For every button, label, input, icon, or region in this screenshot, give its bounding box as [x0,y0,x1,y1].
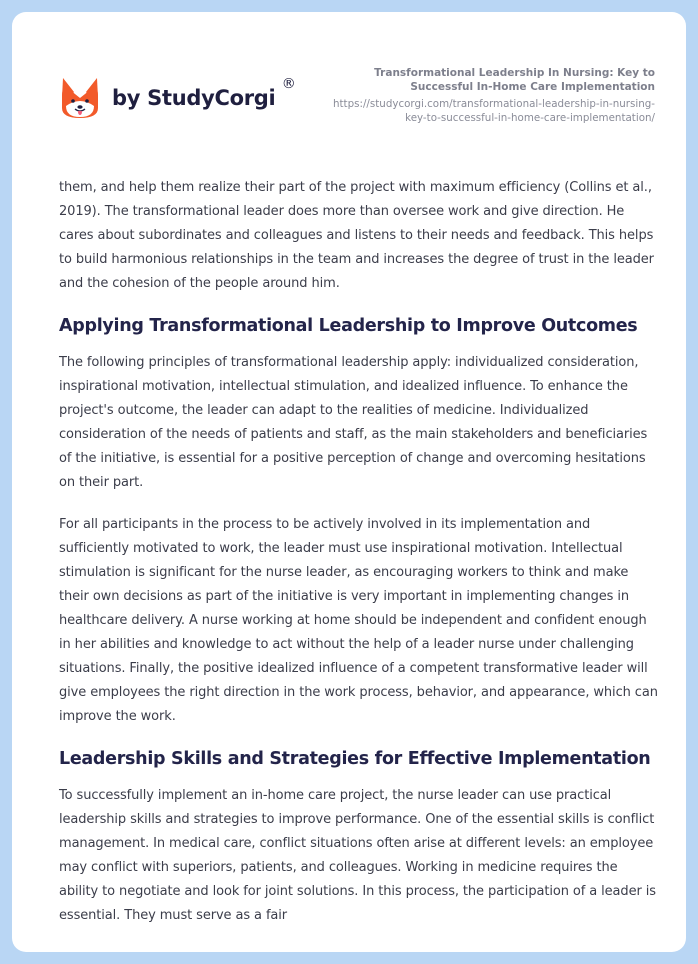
article-body [59,176,659,946]
paragraph: To successfully implement an in-home care project, the nurse leader can use practical leadership skills and strategies to improve performance. One of the essential skills is conflict management. In medical care, conflict situations often arise at different levels: an employee may conflict with superiors, patients, and colleagues. Working in medicine requires the ability to negotiate and look for joint solutions. In this process, the participation of a leader is essential. They must serve as a fair [59,788,656,923]
intro-paragraph: them, and help them realize their part of the project with maximum efficiency (Collins et al., 2019). The transformational leader does more than oversee work and give direction. He cares about subordinates and colleagues and listens to their needs and feedback. This helps to build harmonious relationships in the team and increases the degree of trust in the leader and the cohesion of the people around him. [59,180,654,291]
paragraph: For all participants in the process to be actively involved in its implementation and sufficiently motivated to work, the leader must use inspirational motivation. Intellectual stimulation is significant for the nurse leader, as encouraging workers to think and make their own decisions as part of the initiative is very important in implementing changes in healthcare delivery. A nurse working at home should be independent and confident enough in her abilities and knowledge to act without the help of a leader nurse under challenging situations. Finally, the positive idealized influence of a competent transformative leader will give employees the right direction in the work process, behavior, and appearance, which can improve the work. [59,517,658,724]
brand-text: by StudyCorgi [112,86,276,110]
corgi-logo-icon [60,76,100,120]
paragraph: The following principles of transformational leadership apply: individualized consideration, inspirational motivation, intellectual stimulation, and idealized influence. To enhance the project's outcome, the leader can adapt to the realities of medicine. Individualized consideration of the needs of patients and staff, as the main stakeholders and beneficiaries of the initiative, is essential for a positive perception of change and overcoming hesitations on their part. [59,355,648,490]
document-url[interactable]: https://studycorgi.com/transformational-leadership-in-nursing-key-to-successful-in-home-care-implementation/ [332,98,655,124]
document-title: Transformational Leadership In Nursing: Key to Successful In-Home Care Implementation [374,67,655,93]
page-header [12,12,686,162]
section-heading-applying: Applying Transformational Leadership to Improve Outcomes [59,316,638,336]
document-page [12,12,686,952]
brand-name [112,76,296,110]
registered-mark: ® [281,76,296,92]
section-heading-skills: Leadership Skills and Strategies for Effective Implementation [59,749,651,769]
studycorgi-logo[interactable] [60,76,296,120]
document-meta [325,66,655,125]
